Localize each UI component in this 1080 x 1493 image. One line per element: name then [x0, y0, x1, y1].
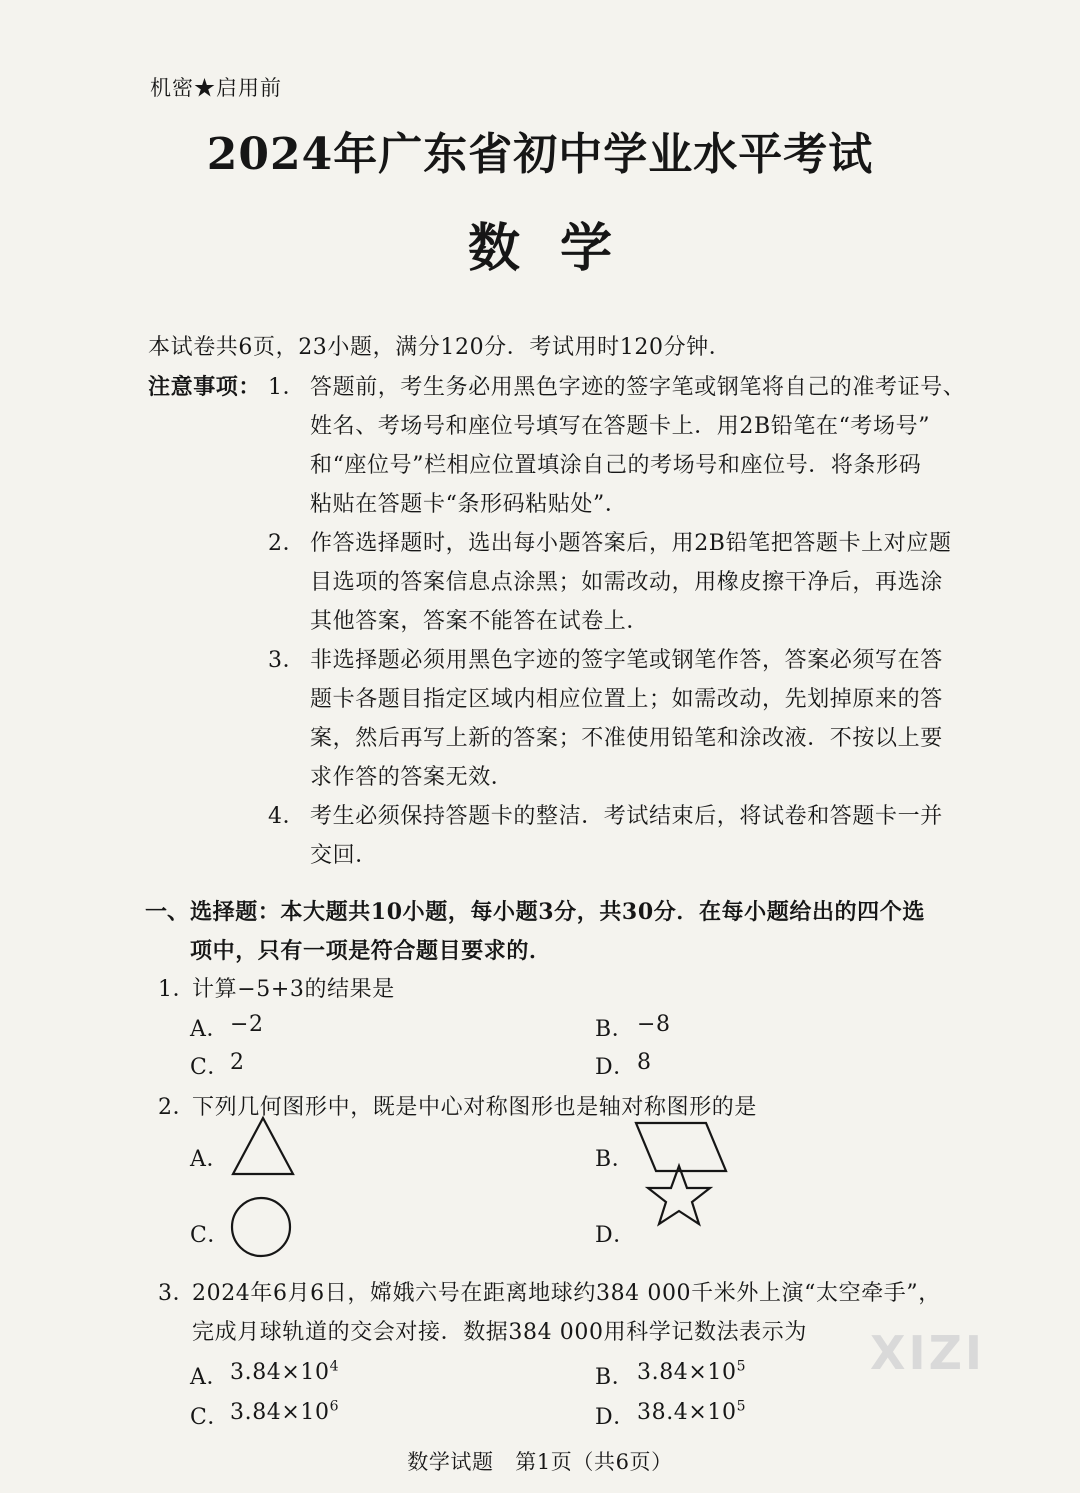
option-label: C． — [190, 1055, 231, 1080]
notice-item-number: 2． — [268, 531, 306, 556]
section-number: 一、 — [145, 899, 190, 925]
option-label: B． — [595, 1147, 635, 1172]
question-number: 3． — [158, 1281, 196, 1306]
option-base: 3.84×10 — [637, 1360, 737, 1385]
notice-line: 作答选择题时，选出每小题答案后，用2B铅笔把答题卡上对应题 — [310, 531, 952, 556]
notice-item-number: 4． — [268, 804, 306, 829]
option-text — [230, 1360, 339, 1385]
option-text — [230, 1400, 339, 1425]
notice-line: 和“座位号”栏相应位置填涂自己的考场号和座位号．将条形码 — [310, 453, 922, 478]
option-text — [637, 1360, 746, 1385]
option-label: A． — [190, 1147, 230, 1172]
section-heading-line: 选择题：本大题共10小题，每小题3分，共30分．在每小题给出的四个选 — [190, 899, 925, 925]
notice-item-number: 3． — [268, 648, 306, 673]
question-text: 完成月球轨道的交会对接．数据384 000用科学记数法表示为 — [192, 1320, 807, 1345]
notice-line: 姓名、考场号和座位号填写在答题卡上．用2B铅笔在“考场号” — [310, 414, 931, 439]
notice-item-number: 1． — [268, 375, 306, 400]
option-text: −2 — [230, 1012, 264, 1037]
notice-line: 题卡各题目指定区域内相应位置上；如需改动，先划掉原来的答 — [310, 687, 943, 712]
notice-line: 案，然后再写上新的答案；不准使用铅笔和涂改液．不按以上要 — [310, 726, 943, 751]
intro-text: 本试卷共6页，23小题，满分120分．考试用时120分钟． — [148, 335, 732, 360]
notice-line: 答题前，考生务必用黑色字迹的签字笔或钢笔将自己的准考证号、 — [310, 375, 966, 400]
notice-line: 粘贴在答题卡“条形码粘贴处”． — [310, 492, 628, 517]
option-label: C． — [190, 1405, 231, 1430]
notice-line: 目选项的答案信息点涂黑；如需改动，用橡皮擦干净后，再选涂 — [310, 570, 943, 595]
notice-label: 注意事项： — [148, 374, 262, 400]
question-text: 计算−5+3的结果是 — [192, 977, 395, 1002]
notice-line: 求作答的答案无效． — [310, 765, 514, 790]
option-base: 38.4×10 — [637, 1400, 737, 1425]
star-icon — [644, 1162, 714, 1228]
option-label: A． — [190, 1365, 230, 1390]
question-text: 下列几何图形中，既是中心对称图形也是轴对称图形的是 — [192, 1095, 758, 1120]
triangle-icon — [228, 1115, 298, 1179]
option-label: A． — [190, 1017, 230, 1042]
question-number: 2． — [158, 1095, 196, 1120]
question-number: 1． — [158, 977, 196, 1002]
option-exponent: 4 — [329, 1358, 340, 1375]
option-exponent: 5 — [736, 1358, 747, 1375]
option-label: D． — [595, 1055, 636, 1080]
option-base: 3.84×10 — [230, 1400, 330, 1425]
option-label: D． — [595, 1405, 636, 1430]
section-heading-line: 项中，只有一项是符合题目要求的． — [190, 938, 552, 964]
option-label: D． — [595, 1223, 636, 1248]
notice-line: 交回． — [310, 843, 378, 868]
option-exponent: 5 — [736, 1398, 747, 1415]
page-footer: 数学试题 第1页（共6页） — [407, 1450, 673, 1474]
option-exponent: 6 — [329, 1398, 340, 1415]
option-text — [637, 1400, 746, 1425]
subject-title: 数学 — [467, 218, 652, 279]
option-base: 3.84×10 — [230, 1360, 330, 1385]
notice-line: 考生必须保持答题卡的整洁．考试结束后，将试卷和答题卡一并 — [310, 804, 943, 829]
option-text: 8 — [637, 1050, 652, 1075]
notice-line: 非选择题必须用黑色字迹的签字笔或钢笔作答，答案必须写在答 — [310, 648, 943, 673]
confidential-mark: 机密★启用前 — [150, 76, 282, 100]
option-label: B． — [595, 1017, 635, 1042]
option-text: 2 — [230, 1050, 245, 1075]
option-text: −8 — [637, 1012, 671, 1037]
question-text: 2024年6月6日，嫦娥六号在距离地球约384 000千米外上演“太空牵手”， — [192, 1281, 941, 1306]
watermark-logo: XIZI — [870, 1326, 986, 1380]
option-label: C． — [190, 1223, 231, 1248]
circle-icon — [228, 1194, 294, 1260]
exam-title: 2024年广东省初中学业水平考试 — [206, 129, 874, 180]
notice-line: 其他答案，答案不能答在试卷上． — [310, 609, 650, 634]
option-label: B． — [595, 1365, 635, 1390]
